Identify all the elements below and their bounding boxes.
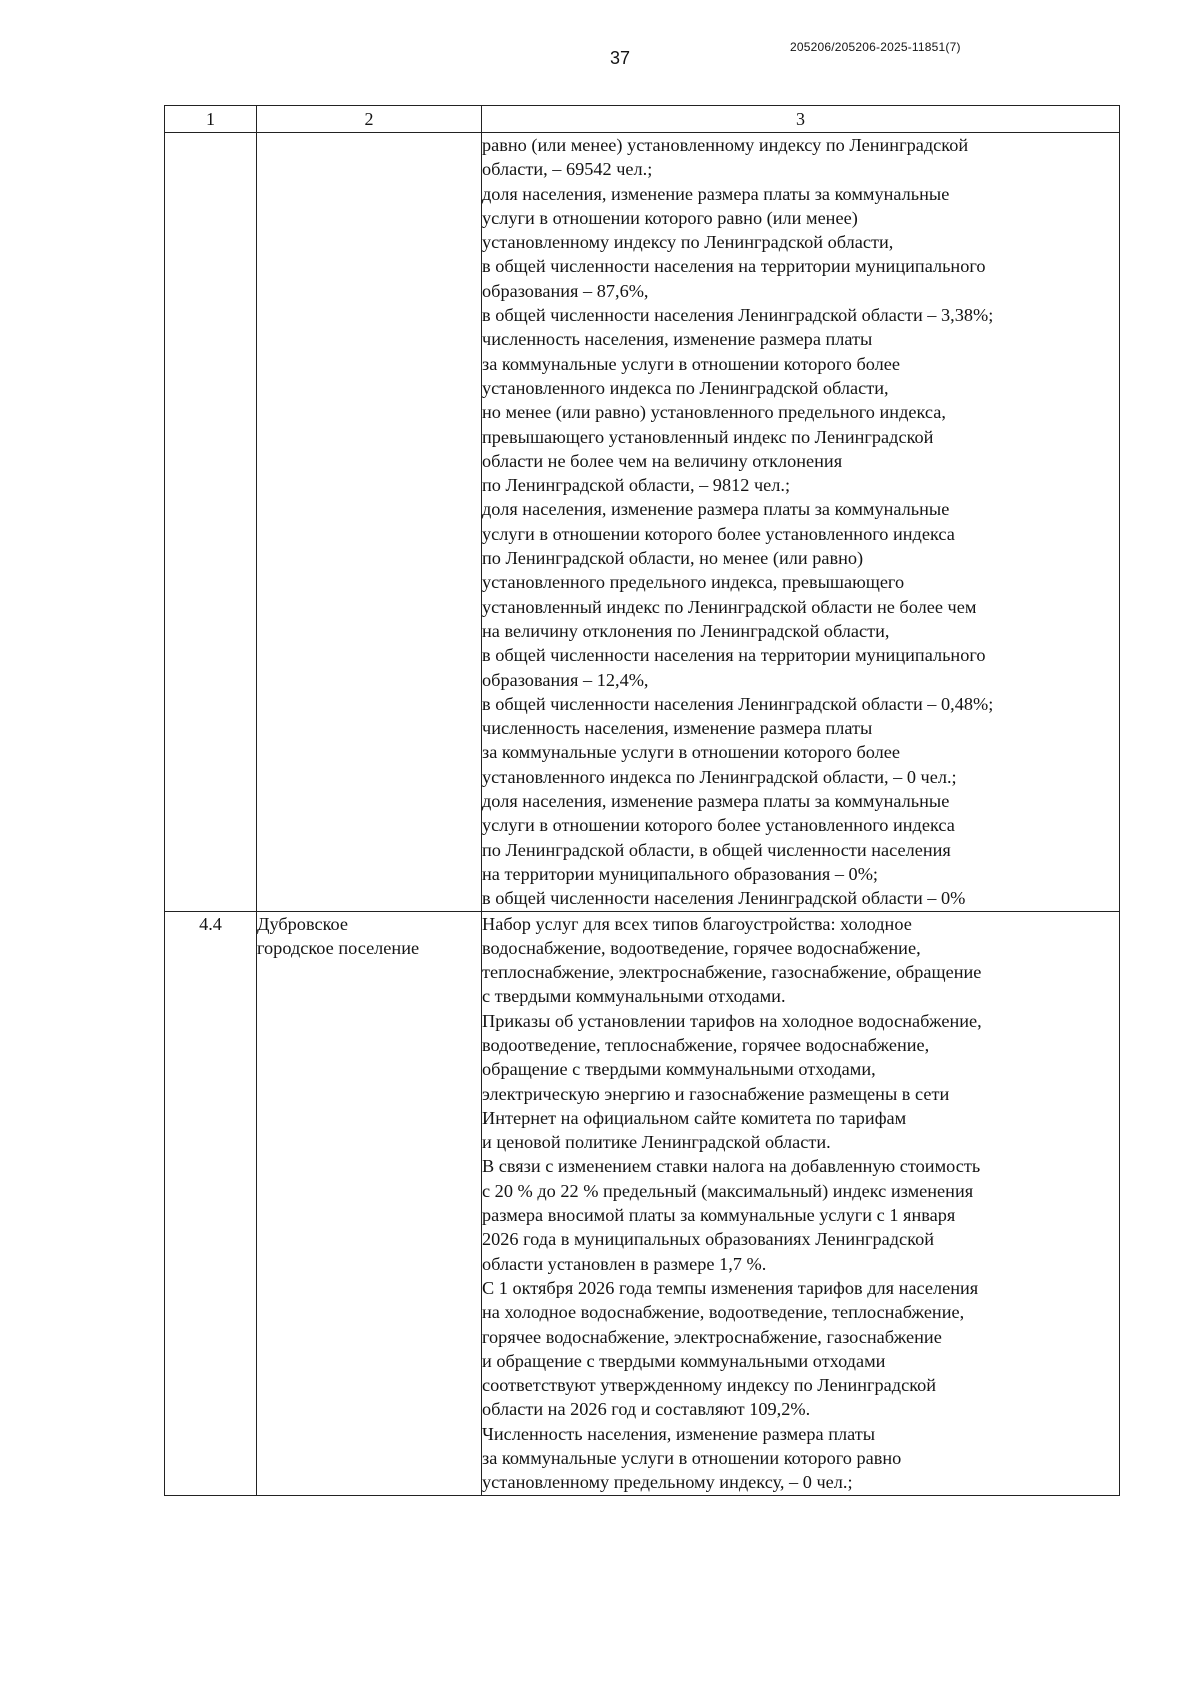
column-header-2: 2: [257, 106, 482, 133]
description-line: услуги в отношении которого более установленного индекса: [482, 815, 955, 836]
row-number-cell: 4.4: [165, 911, 257, 1495]
description-line: по Ленинградской области, в общей численности населения: [482, 839, 951, 860]
description-line: Набор услуг для всех типов благоустройства: холодное: [482, 913, 912, 934]
description-line: размера вносимой платы за коммунальные услуги с 1 января: [482, 1205, 956, 1226]
description-line: и ценовой политике Ленинградской области.: [482, 1132, 831, 1153]
description-line: установленного предельного индекса, превышающего: [482, 572, 905, 593]
description-line: установленного индекса по Ленинградской области,: [482, 377, 889, 398]
description-line: численность населения, изменение размера платы: [482, 718, 873, 739]
description-line: на холодное водоснабжение, водоотведение, теплоснабжение,: [482, 1302, 965, 1323]
data-table: [164, 105, 1120, 1496]
description-line: численность населения, изменение размера платы: [482, 329, 873, 350]
description-line: с твердыми коммунальными отходами.: [482, 986, 786, 1007]
description-line: по Ленинградской области, но менее (или равно): [482, 548, 864, 569]
description-line: Численность населения, изменение размера платы: [482, 1423, 876, 1444]
description-line: и обращение с твердыми коммунальными отходами: [482, 1350, 886, 1371]
column-header-3: 3: [482, 106, 1120, 133]
description-line: установленному индексу по Ленинградской области,: [482, 232, 894, 253]
description-line: области не более чем на величину отклонения: [482, 450, 843, 471]
municipality-name-line: Дубровское: [257, 913, 349, 934]
description-line: 2026 года в муниципальных образованиях Ленинградской: [482, 1229, 935, 1250]
description-line: в общей численности населения Ленинградской области – 0%: [482, 888, 966, 909]
description-line: услуги в отношении которого более установленного индекса: [482, 523, 955, 544]
description-line: обращение с твердыми коммунальными отходами,: [482, 1059, 876, 1080]
description-cell: [482, 133, 1120, 912]
description-line: горячее водоснабжение, электроснабжение, газоснабжение: [482, 1326, 942, 1347]
description-line: в общей численности населения Ленинградской области – 3,38%;: [482, 305, 994, 326]
table-row-continuation: [165, 133, 1120, 912]
description-line: равно (или менее) установленному индексу по Ленинградской: [482, 135, 969, 155]
description-line: В связи с изменением ставки налога на добавленную стоимость: [482, 1156, 981, 1177]
description-line: с 20 % до 22 % предельный (максимальный) индекс изменения: [482, 1180, 974, 1201]
description-line: в общей численности населения Ленинградской области – 0,48%;: [482, 693, 994, 714]
description-line: области, – 69542 чел.;: [482, 159, 653, 180]
description-line: по Ленинградской области, – 9812 чел.;: [482, 475, 791, 496]
description-line: С 1 октября 2026 года темпы изменения тарифов для населения: [482, 1277, 979, 1298]
description-line: за коммунальные услуги в отношении которого равно: [482, 1448, 902, 1469]
description-line: доля населения, изменение размера платы за коммунальные: [482, 183, 950, 204]
municipality-name-cell: [257, 133, 482, 912]
table-row-4-4: [165, 911, 1120, 1495]
description-line: в общей численности населения на территории муниципального: [482, 645, 986, 666]
description-line: установленному предельному индексу, – 0 чел.;: [482, 1472, 853, 1493]
page-number: 37: [609, 48, 631, 68]
municipality-name-cell: [257, 911, 482, 1495]
description-line: области установлен в размере 1,7 %.: [482, 1253, 767, 1274]
description-line: водоснабжение, водоотведение, горячее водоснабжение,: [482, 937, 921, 958]
description-line: Интернет на официальном сайте комитета по тарифам: [482, 1107, 907, 1128]
description-line: установленного индекса по Ленинградской области, – 0 чел.;: [482, 766, 957, 787]
column-header-1: 1: [165, 106, 257, 133]
description-line: области на 2026 год и составляют 109,2%.: [482, 1399, 811, 1420]
description-line: водоотведение, теплоснабжение, горячее водоснабжение,: [482, 1034, 930, 1055]
municipality-name-line: городское поселение: [257, 937, 420, 958]
description-line: электрическую энергию и газоснабжение размещены в сети: [482, 1083, 950, 1104]
description-line: доля населения, изменение размера платы за коммунальные: [482, 791, 950, 812]
description-line: превышающего установленный индекс по Ленинградской: [482, 426, 934, 447]
description-line: на территории муниципального образования – 0%;: [482, 863, 879, 884]
description-cell: [482, 911, 1120, 1495]
description-line: соответствуют утвержденному индексу по Ленинградской: [482, 1375, 937, 1396]
description-line: но менее (или равно) установленного предельного индекса,: [482, 402, 946, 423]
description-line: на величину отклонения по Ленинградской области,: [482, 620, 890, 641]
document-id: 205206/205206-2025-11851(7): [790, 40, 961, 54]
description-line: образования – 12,4%,: [482, 669, 649, 690]
description-line: доля населения, изменение размера платы за коммунальные: [482, 499, 950, 520]
table-header-row: [165, 106, 1120, 133]
row-number-cell: [165, 133, 257, 912]
description-line: Приказы об установлении тарифов на холодное водоснабжение,: [482, 1010, 982, 1031]
description-line: услуги в отношении которого равно (или менее): [482, 207, 858, 228]
description-line: за коммунальные услуги в отношении которого более: [482, 742, 901, 763]
description-line: за коммунальные услуги в отношении которого более: [482, 353, 901, 374]
description-line: в общей численности населения на территории муниципального: [482, 256, 986, 277]
description-line: образования – 87,6%,: [482, 280, 649, 301]
description-line: установленный индекс по Ленинградской области не более чем: [482, 596, 977, 617]
description-line: теплоснабжение, электроснабжение, газоснабжение, обращение: [482, 962, 982, 983]
